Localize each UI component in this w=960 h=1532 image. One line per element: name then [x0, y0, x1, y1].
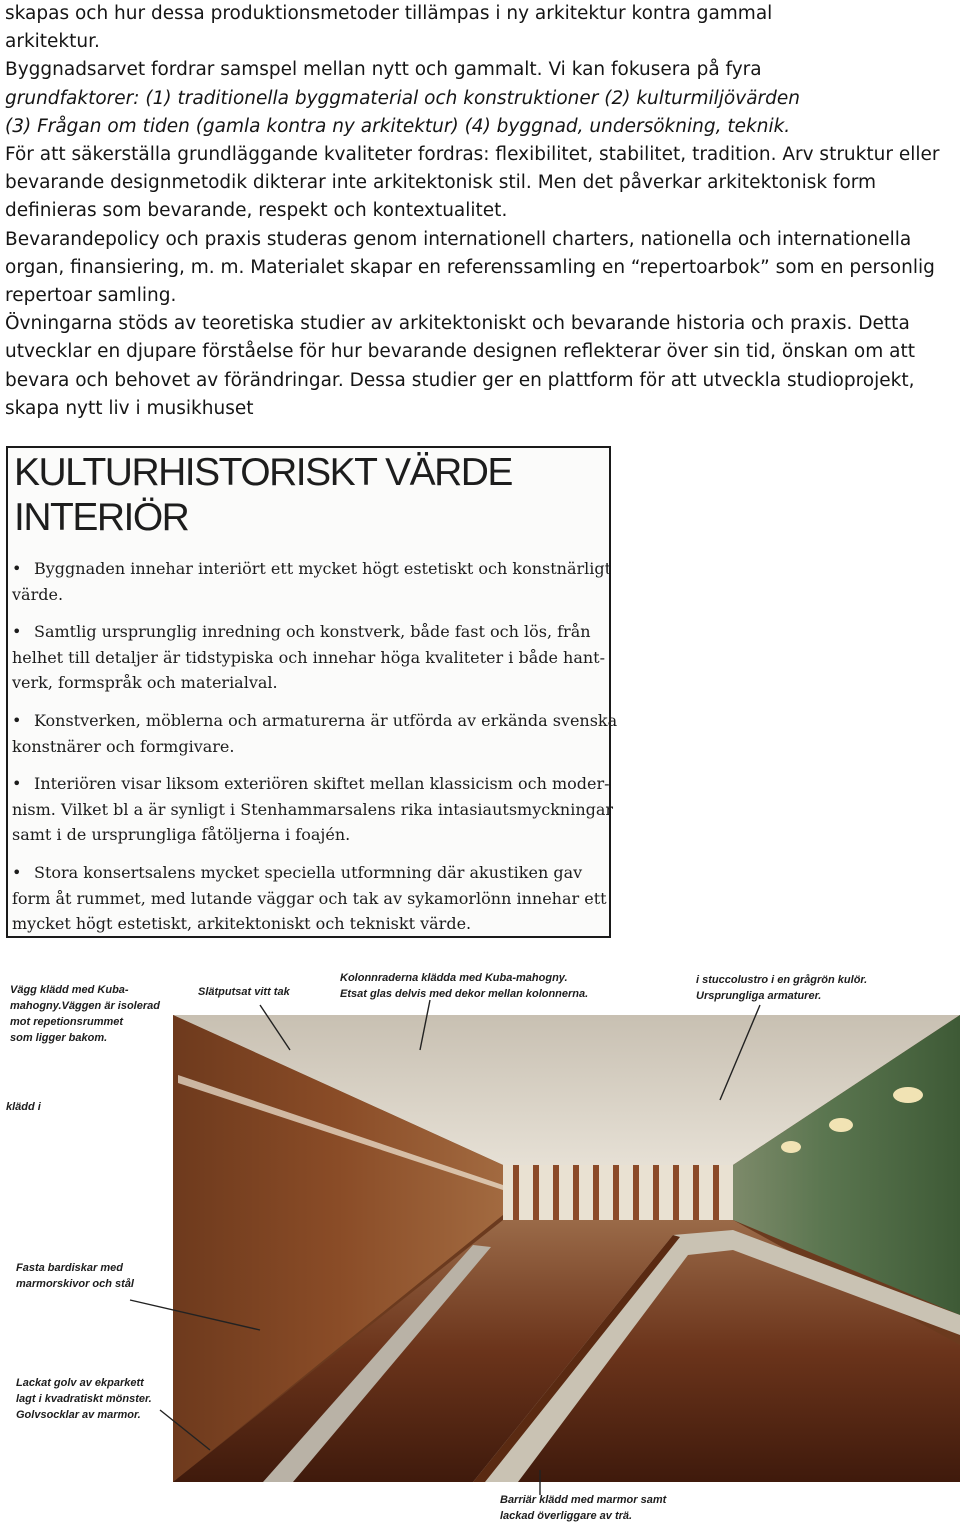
label-line: lackad överliggare av trä. [500, 1510, 633, 1522]
intro-line: Bevarandepolicy och praxis studeras genom internationell charters, nationella och internationella [5, 228, 912, 250]
intro-line: Byggnadsarvet fordrar samspel mellan nytt och gammalt. Vi kan fokusera på fyra [5, 59, 762, 81]
list-item-line: form åt rummet, med lutande väggar och tak av sykamorlönn innehar ett [12, 888, 607, 908]
list-item-line: nism. Vilket bl a är synligt i Stenhammarsalens rika intasiautsmyckningar [12, 799, 614, 819]
list-item-line: verk, formspråk och materialval. [12, 673, 278, 693]
intro-line: Övningarna stöds av teoretiska studier av arkitektoniskt och bevarande historia och praxis. Detta [5, 313, 910, 335]
list-item-line: värde. [12, 584, 64, 604]
list-item-line: Interiören visar liksom exteriören skiftet mellan klassicism och moder- [34, 774, 610, 794]
label-bar [16, 1260, 134, 1292]
label-line: Fasta bardiskar med [16, 1262, 123, 1274]
label-line: Etsat glas delvis med dekor mellan kolonnerna. [340, 988, 589, 1000]
label-line: i stuccolustro i en grågrön kulör. [696, 974, 868, 986]
intro-line: skapas och hur dessa produktionsmetoder tillämpas i ny arkitektur kontra gammal [5, 3, 773, 24]
list-item-line: samt i de ursprungliga fåtöljerna i foajén. [12, 825, 351, 845]
label-line: Barriär klädd med marmor samt [500, 1494, 667, 1506]
list-item-line: Byggnaden innehar interiört ett mycket högt estetiskt och konstnärligt [34, 559, 612, 578]
bullet-icon: • [12, 559, 22, 578]
list-item-line: konstnärer och formgivare. [12, 736, 235, 756]
label-line: marmorskivor och stål [16, 1278, 134, 1290]
intro-line: utvecklar en djupare förståelse för hur bevarande designen reflekterar över sin tid, önskan om att [5, 341, 915, 363]
list-item-line: mycket högt estetiskt, arkitektoniskt och tekniskt värde. [12, 914, 472, 934]
label-barrier [500, 1492, 666, 1524]
bullet-icon: • [12, 862, 22, 882]
intro-line: skapa nytt liv i musikhuset [5, 397, 254, 419]
label-line: som ligger bakom. [10, 1032, 108, 1044]
label-line: lagt i kvadratiskt mönster. [16, 1393, 152, 1405]
label-line: Golvsocklar av marmor. [16, 1409, 141, 1421]
bullet-icon: • [12, 622, 22, 642]
label-floor [16, 1375, 152, 1423]
intro-line: grundfaktorer: (1) traditionella byggmaterial och konstruktioner (2) kulturmiljövärden [5, 87, 800, 109]
intro-line: (3) Frågan om tiden (gamla kontra ny arkitektur) (4) byggnad, undersökning, teknik. [5, 115, 791, 137]
label-line: Vägg klädd med Kuba- [10, 984, 129, 996]
card-title-line-1: KULTURHISTORISKT VÄRDE [14, 451, 512, 494]
label-line: Slätputsat vitt tak [198, 986, 290, 998]
label-clad-fragment [6, 1099, 41, 1115]
label-line: Lackat golv av ekparkett [16, 1377, 144, 1389]
label-line: mahogny.Väggen är isolerad [10, 1000, 160, 1012]
list-item-line: Konstverken, möblerna och armaturerna är utförda av erkända svenska [34, 710, 618, 730]
label-ceiling [198, 984, 290, 1000]
intro-line: För att säkerställa grundläggande kvaliteter fordras: flexibilitet, stabilitet, tradition. Arv struktur eller [5, 144, 940, 166]
list-item-line: Stora konsertsalens mycket speciella utformning där akustiken gav [34, 862, 583, 882]
label-stucco [696, 972, 867, 1004]
intro-line: arkitektur. [5, 31, 100, 53]
list-item-line: Samtlig ursprunglig inredning och konstverk, både fast och lös, från [34, 622, 591, 642]
label-line: Ursprungliga armaturer. [696, 990, 822, 1002]
intro-line: organ, finansiering, m. m. Materialet skapar en referenssamling en “repertoarbok” som en personlig [5, 256, 935, 278]
label-line: Kolonnraderna klädda med Kuba-mahogny. [340, 972, 568, 984]
intro-line: bevarande designmetodik dikterar inte arkitektonisk stil. Men det påverkar arkitektonisk form [5, 172, 877, 194]
intro-line: repertoar samling. [5, 285, 177, 307]
label-wall [10, 982, 160, 1046]
card-title-line-2: INTERIÖR [14, 496, 189, 539]
bullet-icon: • [12, 774, 22, 794]
intro-line: bevara och behovet av förändringar. Dessa studier ger en plattform för att utveckla studioprojekt, [5, 369, 915, 391]
bullet-icon: • [12, 710, 22, 730]
intro-line: definieras som bevarande, respekt och kontextualitet. [5, 200, 508, 222]
list-item-line: helhet till detaljer är tidstypiska och innehar höga kvaliteter i både hant- [12, 647, 606, 667]
label-line: klädd i [6, 1101, 41, 1113]
label-line: mot repetionsrummet [10, 1016, 124, 1028]
label-columns [340, 970, 588, 1002]
